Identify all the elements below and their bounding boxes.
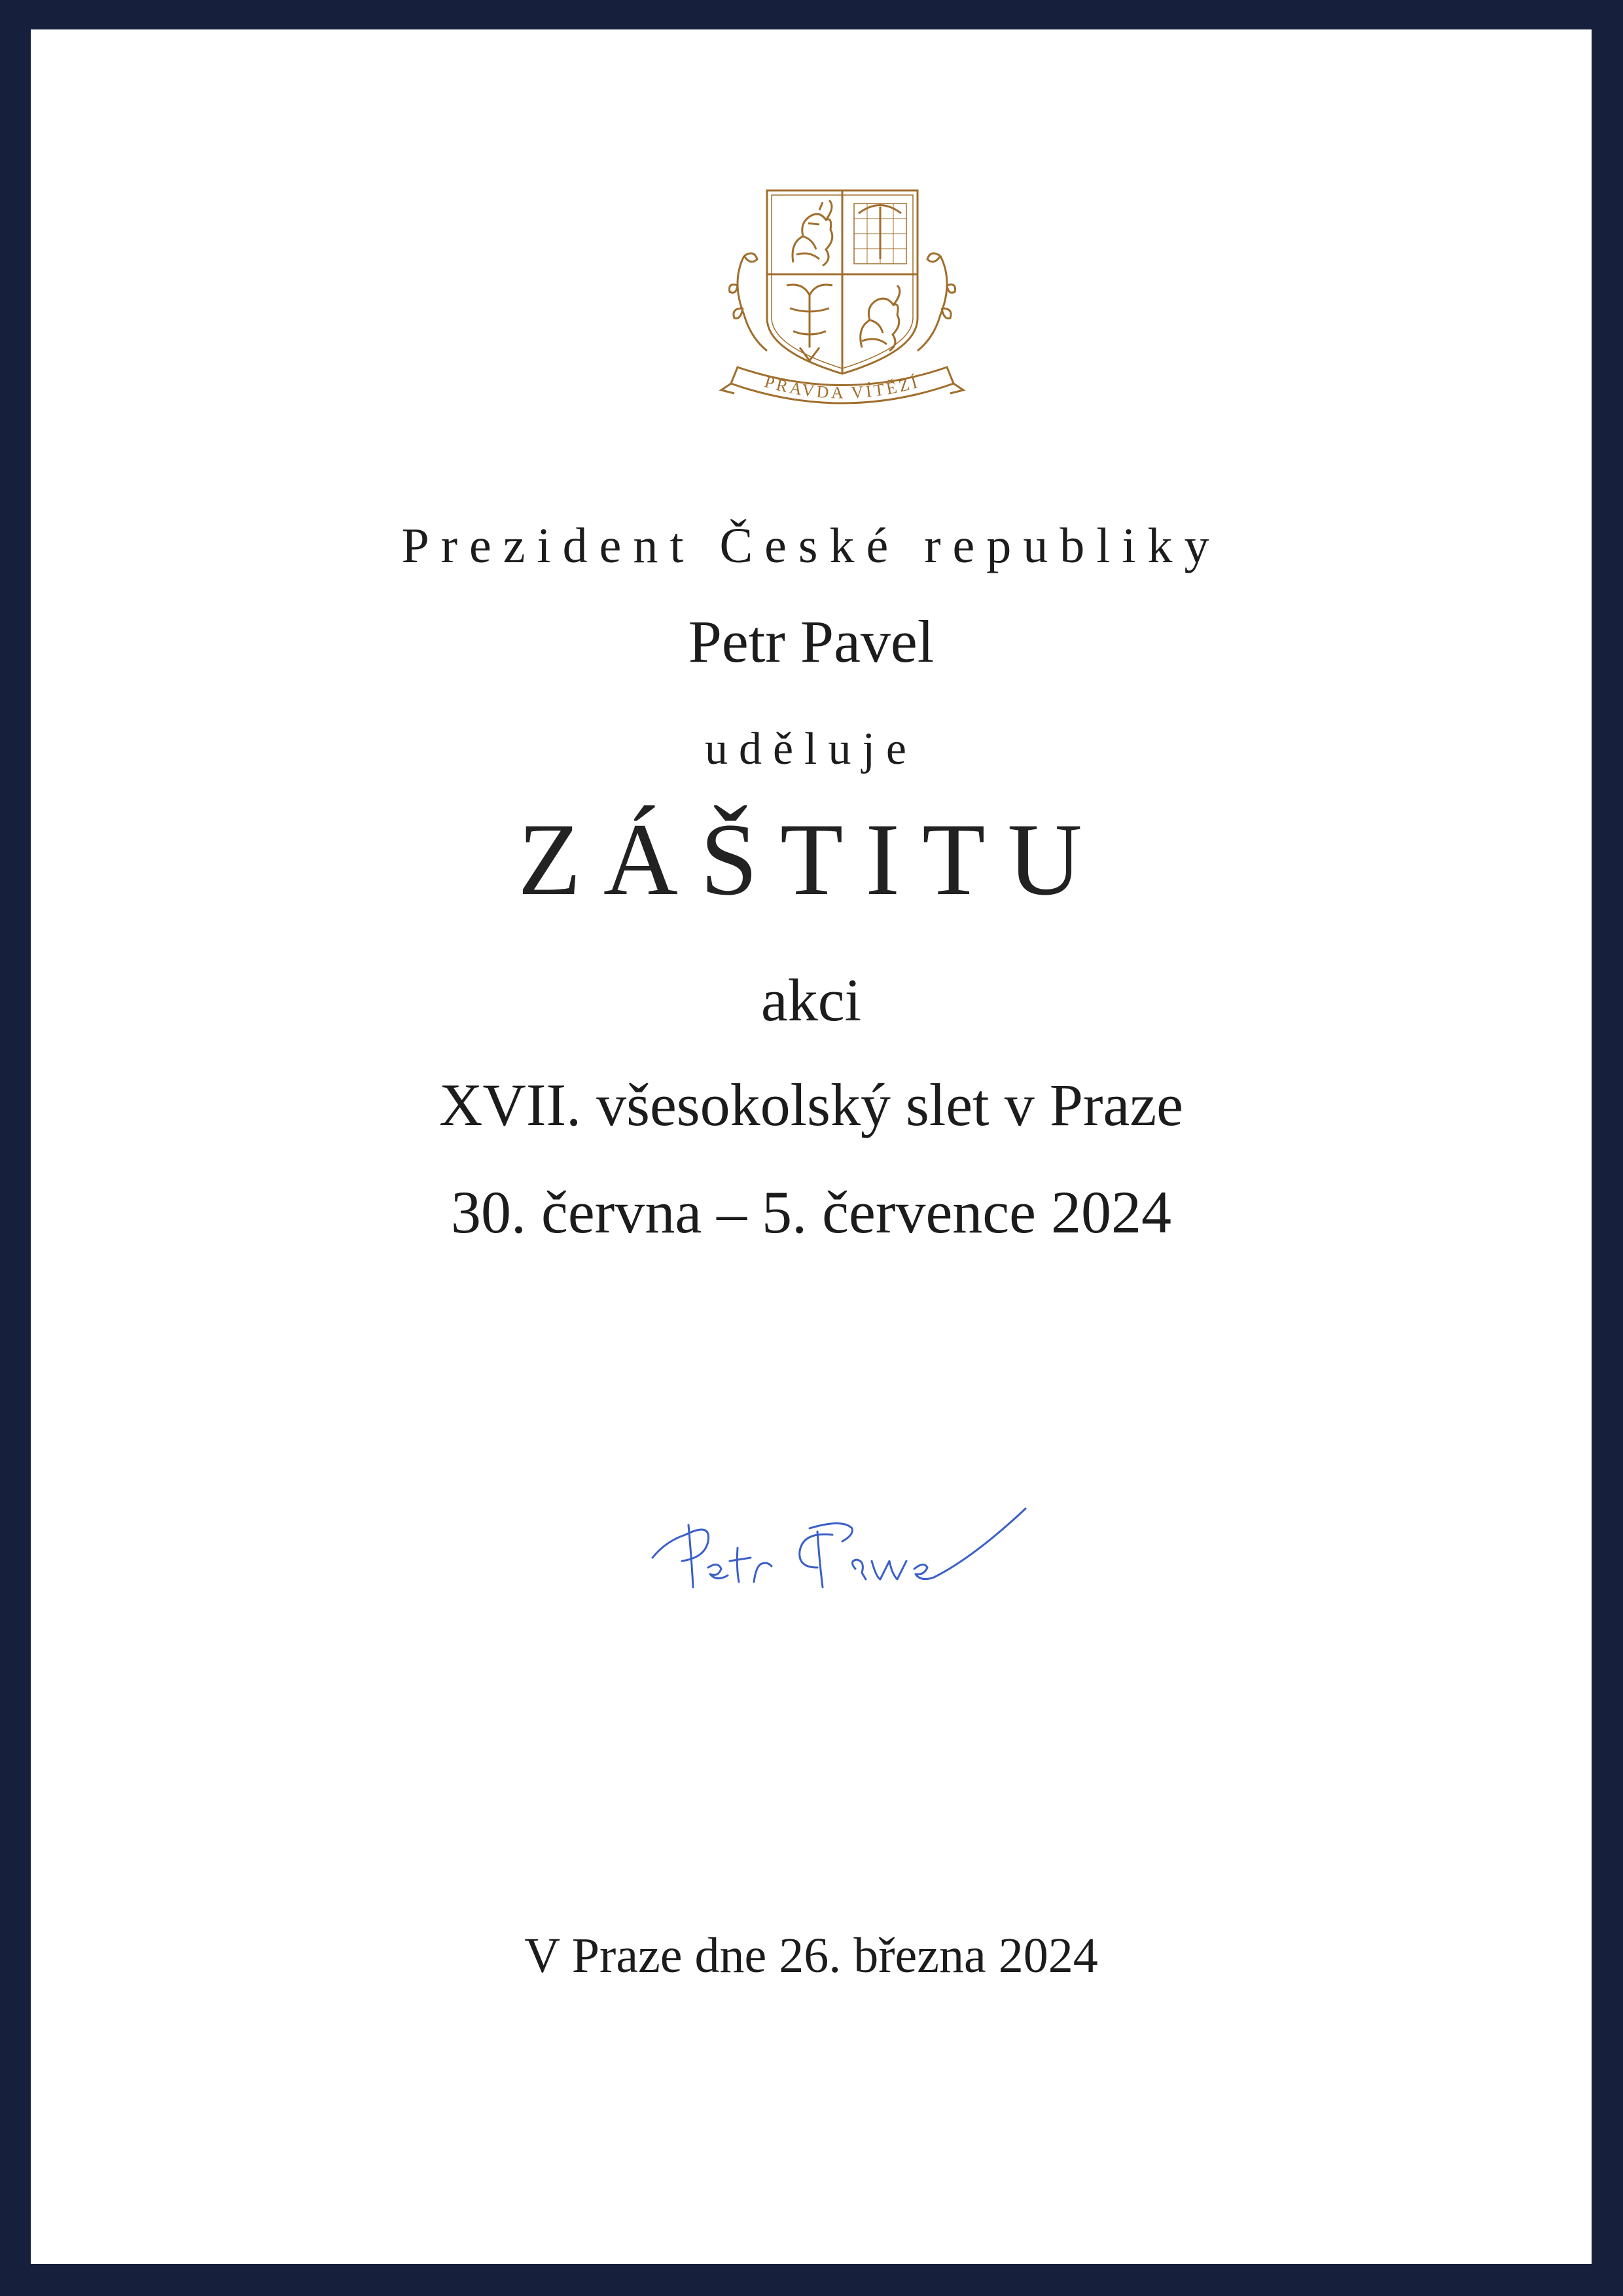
- grant-verb: uděluje: [704, 724, 918, 774]
- event-label: akci: [760, 967, 862, 1033]
- certificate-sheet: [31, 29, 1592, 2264]
- event-name: XVII. všesokolský slet v Praze: [438, 1071, 1184, 1138]
- issuer-name: Petr Pavel: [688, 608, 935, 675]
- state-emblem-icon: [705, 177, 980, 429]
- place-and-date: V Praze dne 26. března 2024: [524, 1928, 1098, 1983]
- emblem-motto: PRAVDA VÍTĚZÍ: [762, 372, 922, 403]
- issuer-title: Prezident České republiky: [401, 518, 1221, 573]
- certificate-title: ZÁŠTITU: [518, 802, 1105, 917]
- event-dates: 30. června – 5. července 2024: [451, 1179, 1171, 1246]
- handwritten-signature: [646, 1496, 1039, 1607]
